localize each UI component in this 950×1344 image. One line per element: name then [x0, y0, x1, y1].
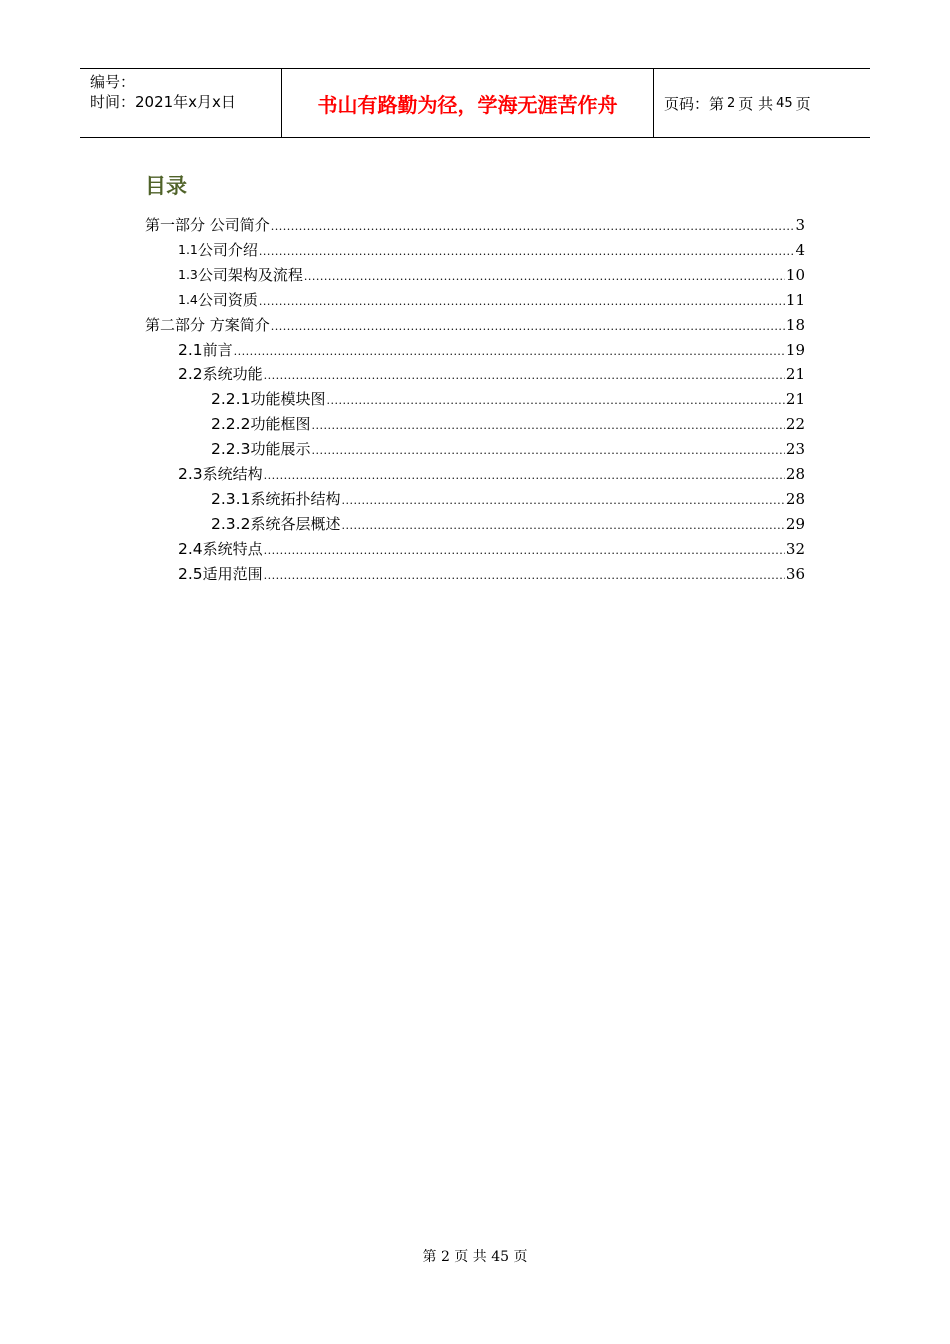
toc-entry[interactable]: [178, 239, 805, 261]
toc-entry-number: 2.3.2: [211, 514, 251, 533]
toc-entry-page: 28: [785, 489, 805, 508]
toc-entry-label: 公司资质: [197, 290, 258, 309]
toc-leader-dots: [341, 492, 784, 510]
page-suffix: 页: [795, 94, 811, 113]
toc-entry-label: 公司架构及流程: [197, 265, 303, 284]
toc-entry-page: 11: [785, 290, 805, 309]
toc-entry-number: 2.1: [178, 340, 203, 359]
motto-text: 书山有路勤为径，学海无涯苦作舟: [317, 92, 618, 117]
toc-leader-dots: [264, 542, 785, 560]
page-label: 页码：第: [664, 94, 725, 113]
toc-entry-page: 23: [785, 440, 805, 459]
toc-entry-label: 系统拓扑结构: [250, 489, 341, 508]
toc-entry[interactable]: [145, 214, 805, 236]
toc-leader-dots: [264, 467, 785, 485]
toc-entry-page: 22: [785, 415, 805, 434]
toc-entry-number: 1.4: [178, 291, 198, 307]
toc-entry-number: 2.2.1: [211, 390, 251, 409]
toc-entry[interactable]: [178, 363, 805, 385]
toc-entry-page: 36: [785, 564, 805, 583]
toc-entry-label: 系统特点: [202, 539, 263, 558]
toc-entry-number: 2.2: [178, 365, 203, 384]
toc-leader-dots: [326, 392, 784, 410]
toc-entry[interactable]: [211, 413, 805, 435]
toc-entry-label: 功能框图: [250, 415, 311, 434]
header-info-cell: [80, 69, 282, 137]
toc-entry-page: 4: [795, 240, 805, 259]
toc-entry-page: 19: [785, 340, 805, 359]
toc-entry-label: 公司介绍: [197, 240, 258, 259]
toc-entry-page: 10: [785, 265, 805, 284]
serial-number-label: 编号：: [90, 73, 136, 91]
toc-entry-label: 系统功能: [202, 365, 263, 384]
toc-entry-number: 2.3: [178, 465, 203, 483]
page-total: 45: [776, 95, 793, 111]
toc-leader-dots: [271, 218, 795, 236]
toc-entry-number: 2.3.1: [211, 489, 251, 508]
toc-entry-page: 18: [785, 315, 805, 334]
header-page-cell: [654, 69, 870, 137]
page-footer: 第 2 页 共 45 页: [422, 1249, 528, 1265]
toc-title: 目录: [145, 174, 187, 198]
toc-leader-dots: [234, 343, 785, 361]
toc-entry[interactable]: [178, 563, 805, 585]
toc-entry-number: 2.2.2: [211, 415, 251, 434]
toc-entry-page: 21: [785, 390, 805, 409]
toc-leader-dots: [311, 417, 784, 435]
toc-entry[interactable]: [178, 538, 805, 560]
toc-entry-label: 系统各层概述: [250, 514, 341, 533]
toc-entry[interactable]: [211, 513, 805, 535]
toc-entry-label: 功能展示: [250, 440, 311, 459]
toc-entry-page: 32: [785, 539, 805, 558]
toc-leader-dots: [264, 567, 785, 585]
toc-entry[interactable]: [211, 488, 805, 510]
page-header: [80, 68, 870, 138]
toc-leader-dots: [259, 243, 795, 261]
toc-entry-number: 2.2.3: [211, 440, 251, 459]
toc-entry[interactable]: [178, 264, 805, 286]
toc-entry-label: 前言: [202, 340, 233, 359]
toc-entry[interactable]: [178, 463, 805, 485]
toc-entry-label: 适用范围: [202, 564, 263, 583]
toc-entry-number: 1.3: [178, 266, 198, 282]
toc-entry-page: 21: [785, 365, 805, 384]
toc-leader-dots: [259, 293, 785, 311]
toc-leader-dots: [271, 318, 785, 336]
page-mid-label: 页 共: [738, 94, 774, 113]
toc-entry-number: 1.1: [178, 241, 198, 257]
toc-leader-dots: [304, 268, 785, 286]
toc-entry-label: 第二部分 方案简介: [145, 315, 270, 334]
toc-leader-dots: [311, 442, 784, 460]
toc-entry-page: 29: [785, 514, 805, 533]
toc-entry[interactable]: [178, 289, 805, 311]
toc-entry-label: 系统结构: [202, 465, 263, 483]
toc-entry-number: 2.4: [178, 539, 203, 558]
toc-entry[interactable]: [211, 438, 805, 460]
toc-entry-page: 3: [795, 216, 805, 234]
toc-entry[interactable]: [211, 388, 805, 410]
toc-entry[interactable]: [145, 314, 805, 336]
header-motto-cell: [282, 69, 654, 137]
toc-entry[interactable]: [178, 339, 805, 361]
toc-entry-number: 2.5: [178, 564, 203, 583]
toc-entry-page: 28: [785, 465, 805, 483]
toc-entry-label: 第一部分 公司简介: [145, 216, 270, 234]
date-label: 时间：2021年x月x日: [90, 93, 236, 111]
toc-leader-dots: [264, 367, 785, 385]
toc-leader-dots: [341, 517, 784, 535]
toc-entry-label: 功能模块图: [250, 390, 326, 409]
page-current: 2: [727, 95, 736, 111]
